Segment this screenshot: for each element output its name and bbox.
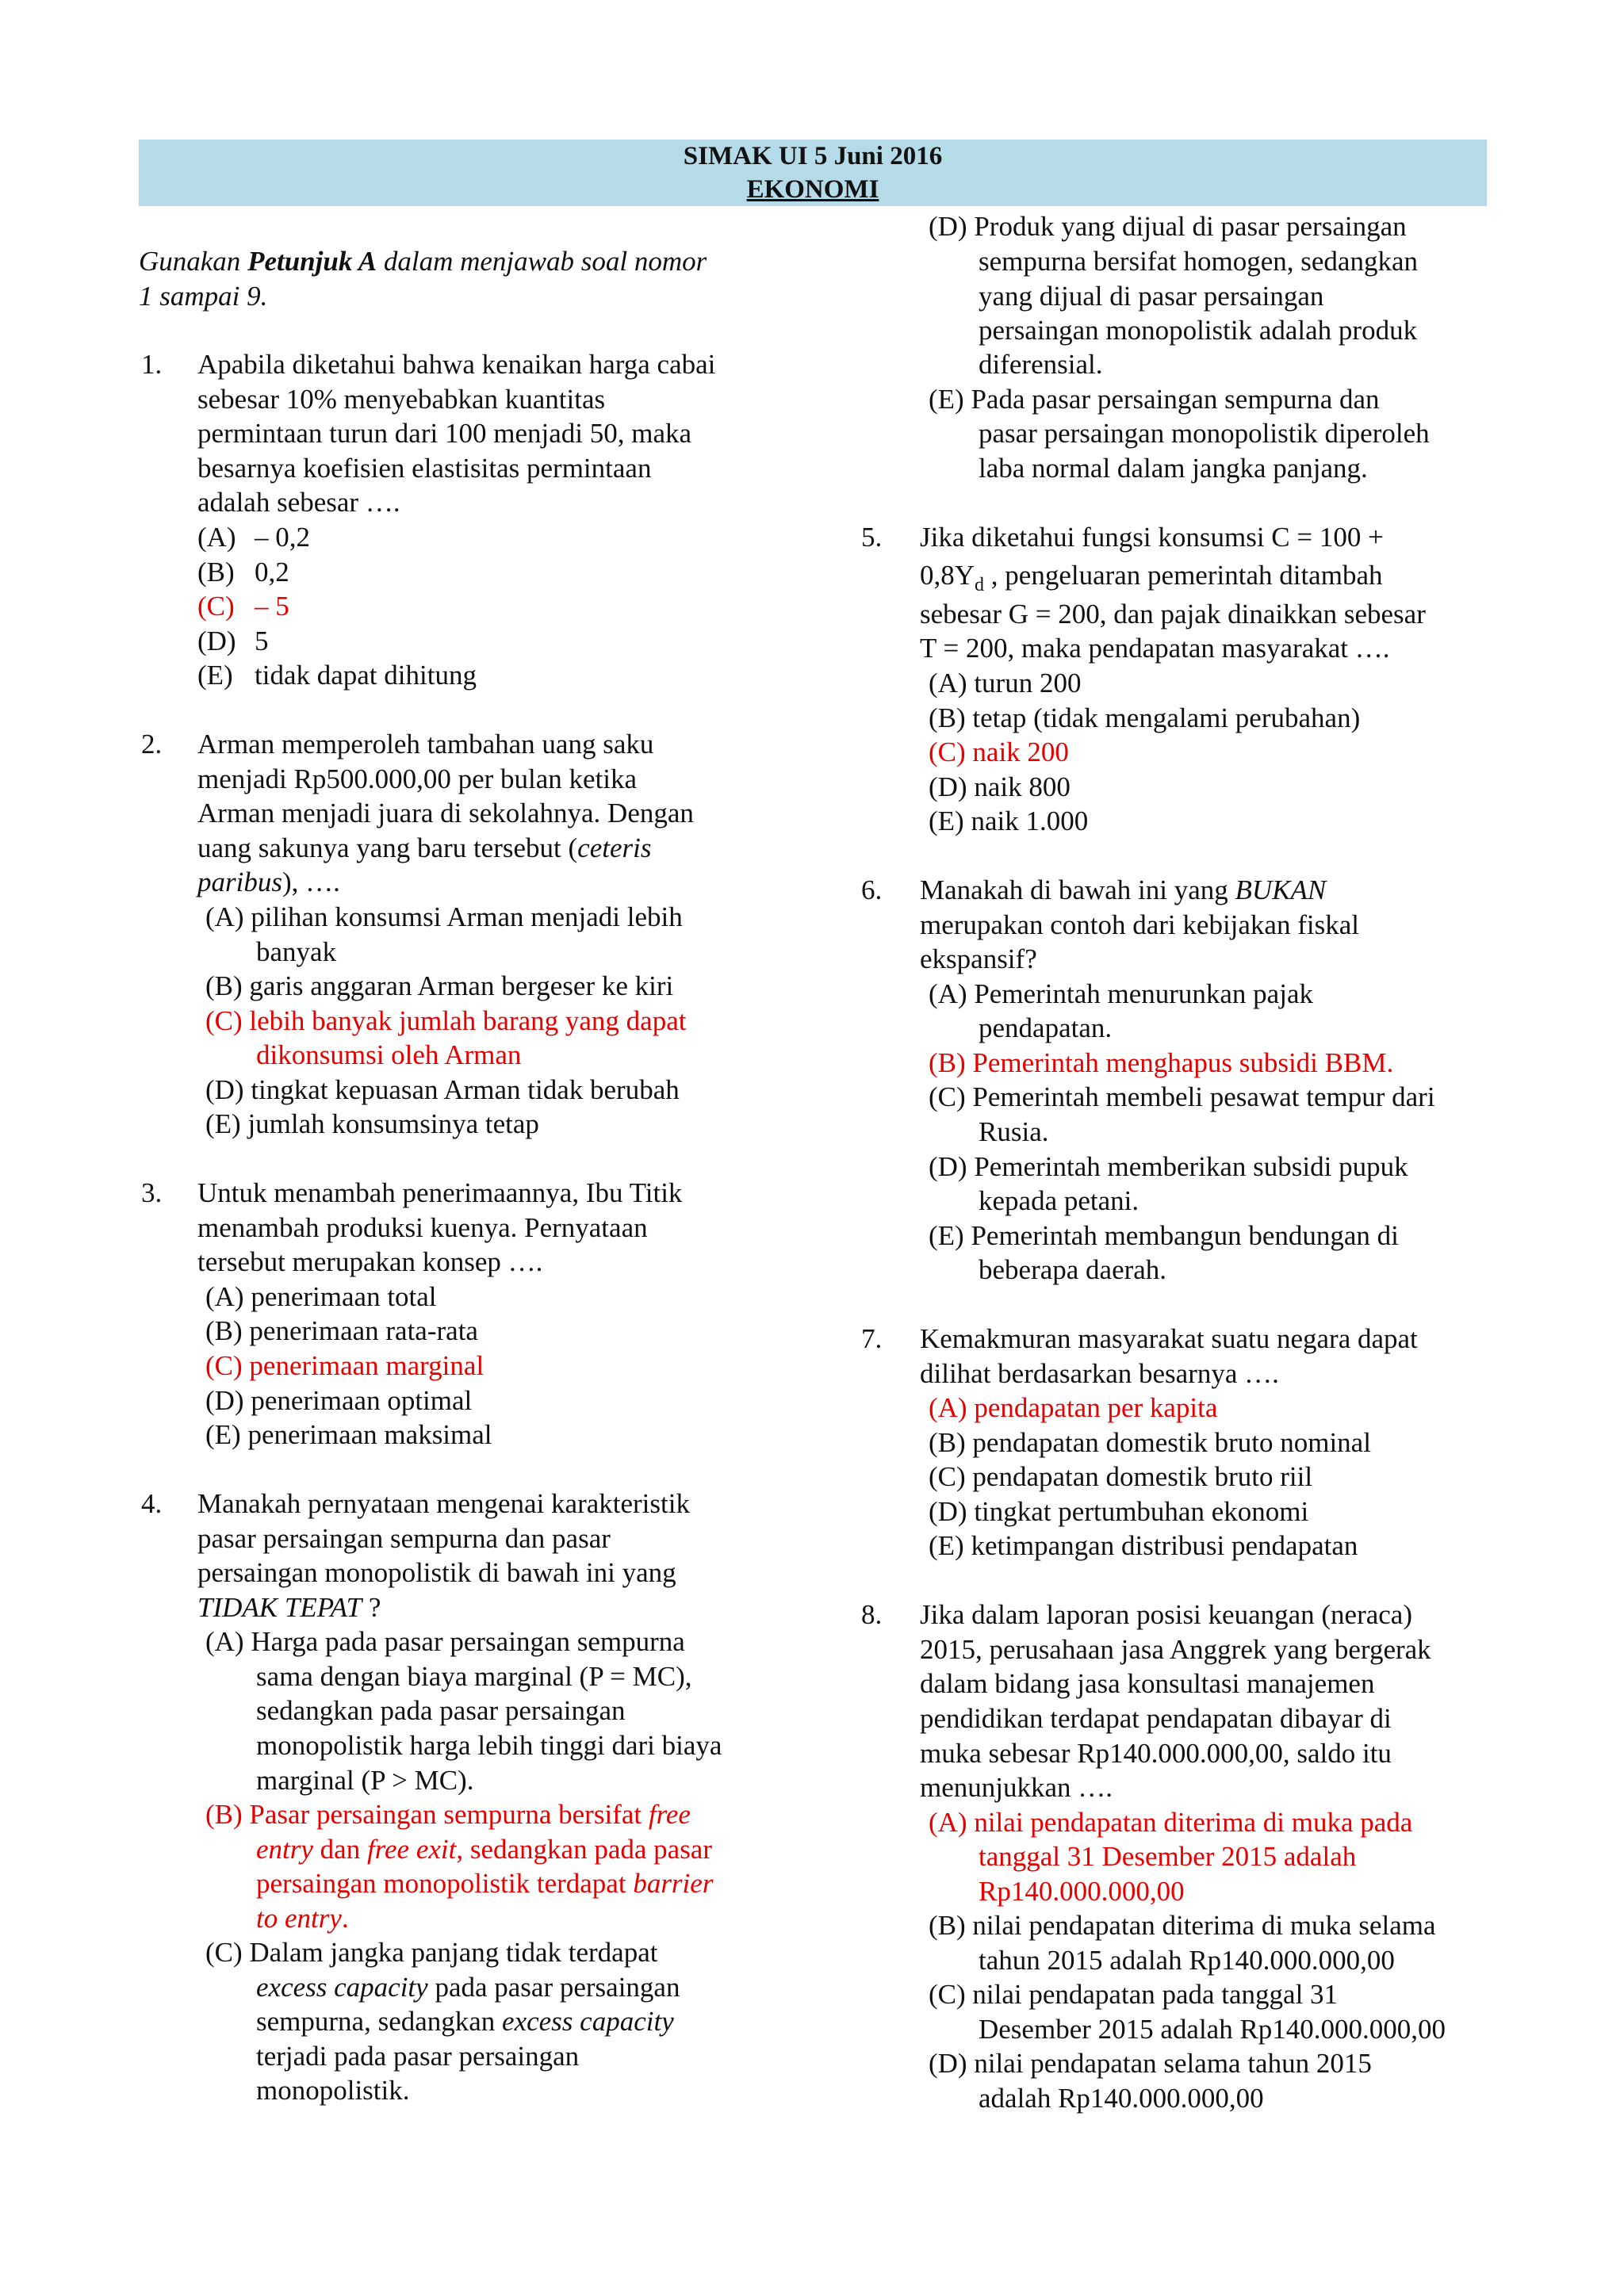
option-b-cont: entry dan free exit, sedangkan pada pasar — [256, 1834, 712, 1865]
option-a-cont: monopolistik harga lebih tinggi dari biaya — [256, 1730, 722, 1761]
question-number: 4. — [141, 1488, 163, 1519]
question-text: Jika dalam laporan posisi keuangan (neraca) — [920, 1599, 1412, 1630]
question-text: Manakah pernyataan mengenai karakteristik — [197, 1488, 690, 1519]
option-d[interactable]: (D) 5 — [197, 626, 269, 656]
option-d[interactable]: (D) tingkat kepuasan Arman tidak berubah — [205, 1074, 680, 1105]
option-c-cont: sempurna, sedangkan excess capacity — [256, 2006, 674, 2037]
question-text: Apabila diketahui bahwa kenaikan harga cabai — [197, 349, 716, 380]
question-text: Jika diketahui fungsi konsumsi C = 100 + — [920, 522, 1384, 553]
option-c[interactable]: (C) pendapatan domestik bruto riil — [929, 1461, 1313, 1492]
question-number: 1. — [141, 349, 163, 380]
option-d-cont: adalah Rp140.000.000,00 — [979, 2083, 1264, 2114]
question-text: T = 200, maka pendapatan masyarakat …. — [920, 633, 1390, 664]
option-c[interactable]: (C) Pemerintah membeli pesawat tempur dari — [929, 1081, 1435, 1112]
option-c-answer[interactable]: (C) naik 200 — [929, 737, 1069, 767]
option-e-cont: laba normal dalam jangka panjang. — [979, 453, 1368, 484]
question-text: adalah sebesar …. — [197, 487, 400, 518]
question-text: paribus), …. — [197, 867, 340, 897]
option-a[interactable]: (A) pilihan konsumsi Arman menjadi lebih — [205, 901, 683, 932]
question-text: Arman menjadi juara di sekolahnya. Dengan — [197, 798, 694, 828]
option-c[interactable]: (C) nilai pendapatan pada tanggal 31 — [929, 1979, 1339, 2010]
option-a-cont: pendapatan. — [979, 1012, 1113, 1043]
option-a[interactable]: (A) Pemerintah menurunkan pajak — [929, 978, 1313, 1009]
exam-header — [139, 140, 1487, 206]
question-text: ekspansif? — [920, 943, 1037, 974]
question-number: 8. — [861, 1599, 883, 1630]
option-d[interactable]: (D) Pemerintah memberikan subsidi pupuk — [929, 1151, 1408, 1182]
option-a[interactable]: (A) turun 200 — [929, 668, 1082, 698]
option-a-answer[interactable]: (A) nilai pendapatan diterima di muka pada — [929, 1807, 1413, 1838]
question-text: $0,8Y_d$ , pengeluaran pemerintah ditambah — [920, 560, 1383, 595]
option-d-cont: diferensial. — [979, 349, 1103, 380]
option-b[interactable]: (B) nilai pendapatan diterima di muka selama — [929, 1910, 1436, 1941]
option-a-cont: sedangkan pada pasar persaingan — [256, 1695, 626, 1726]
option-a[interactable]: (A) – 0,2 — [197, 522, 310, 553]
question-text: sebesar G = 200, dan pajak dinaikkan sebesar — [920, 599, 1426, 629]
option-d[interactable]: (D) naik 800 — [929, 771, 1071, 802]
option-a-cont: Rp140.000.000,00 — [979, 1876, 1185, 1907]
option-d[interactable]: (D) Produk yang dijual di pasar persaingan — [929, 211, 1407, 242]
question-number: 5. — [861, 522, 883, 553]
question-text: dilihat berdasarkan besarnya …. — [920, 1358, 1279, 1389]
option-a[interactable]: (A) Harga pada pasar persaingan sempurna — [205, 1626, 685, 1657]
question-text: menunjukkan …. — [920, 1772, 1113, 1803]
option-c[interactable]: (C) Dalam jangka panjang tidak terdapat — [205, 1937, 658, 1968]
question-text: uang sakunya yang baru tersebut (ceteris — [197, 832, 652, 863]
option-b-answer[interactable]: (B) Pasar persaingan sempurna bersifat free — [205, 1799, 691, 1830]
option-b-answer[interactable]: (B) Pemerintah menghapus subsidi BBM. — [929, 1047, 1394, 1078]
question-text: persaingan monopolistik di bawah ini yang — [197, 1557, 676, 1588]
option-e[interactable]: (E) ketimpangan distribusi pendapatan — [929, 1530, 1358, 1561]
option-e[interactable]: (E) tidak dapat dihitung — [197, 660, 477, 691]
option-a-cont: banyak — [256, 936, 337, 967]
question-text: TIDAK TEPAT ? — [197, 1592, 381, 1623]
option-b-cont: persaingan monopolistik terdapat barrier — [256, 1868, 714, 1899]
option-d[interactable]: (D) tingkat pertumbuhan ekonomi — [929, 1496, 1309, 1527]
option-c-cont: Desember 2015 adalah Rp140.000.000,00 — [979, 2014, 1446, 2045]
option-b[interactable]: (B) garis anggaran Arman bergeser ke kiri — [205, 970, 674, 1001]
exam-title: SIMAK UI 5 Juni 2016 — [683, 142, 943, 170]
option-c-answer[interactable]: (C) – 5 — [197, 591, 289, 622]
option-d[interactable]: (D) penerimaan optimal — [205, 1385, 473, 1416]
option-e[interactable]: (E) penerimaan maksimal — [205, 1419, 492, 1450]
option-a-cont: tanggal 31 Desember 2015 adalah — [979, 1841, 1357, 1872]
option-b-cont: tahun 2015 adalah Rp140.000.000,00 — [979, 1945, 1395, 1976]
question-number: 3. — [141, 1177, 163, 1208]
question-text: sebesar 10% menyebabkan kuantitas — [197, 384, 606, 415]
option-a-cont: marginal (P > MC). — [256, 1765, 474, 1796]
question-text: permintaan turun dari 100 menjadi 50, maka — [197, 418, 692, 449]
option-a-cont: sama dengan biaya marginal (P = MC), — [256, 1661, 692, 1692]
option-d-cont: kepada petani. — [979, 1185, 1139, 1216]
question-number: 7. — [861, 1323, 883, 1354]
option-b[interactable]: (B) tetap (tidak mengalami perubahan) — [929, 702, 1361, 733]
question-text: pasar persaingan sempurna dan pasar — [197, 1523, 611, 1554]
question-text: Kemakmuran masyarakat suatu negara dapat — [920, 1323, 1418, 1354]
question-text: pendidikan terdapat pendapatan dibayar di — [920, 1703, 1392, 1734]
instruction-line2: 1 sampai 9. — [139, 281, 268, 312]
option-c-cont: dikonsumsi oleh Arman — [256, 1039, 522, 1070]
option-c-cont: excess capacity pada pasar persaingan — [256, 1972, 680, 2003]
question-number: 2. — [141, 729, 163, 760]
option-e-cont: pasar persaingan monopolistik diperoleh — [979, 418, 1430, 449]
option-c-cont: monopolistik. — [256, 2075, 410, 2106]
question-text: menjadi Rp500.000,00 per bulan ketika — [197, 763, 638, 794]
option-a-answer[interactable]: (A) pendapatan per kapita — [929, 1392, 1218, 1423]
option-d-cont: sempurna bersifat homogen, sedangkan — [979, 246, 1419, 277]
question-text: tersebut merupakan konsep …. — [197, 1246, 543, 1277]
option-e-cont: beberapa daerah. — [979, 1254, 1167, 1285]
question-text: besarnya koefisien elastisitas permintaan — [197, 453, 652, 484]
question-text: Untuk menambah penerimaannya, Ibu Titik — [197, 1177, 683, 1208]
option-d-cont: persaingan monopolistik adalah produk — [979, 315, 1418, 346]
option-c-answer[interactable]: (C) penerimaan marginal — [205, 1350, 485, 1381]
option-b[interactable]: (B) 0,2 — [197, 557, 289, 587]
option-e[interactable]: (E) Pemerintah membangun bendungan di — [929, 1220, 1399, 1251]
option-b[interactable]: (B) pendapatan domestik bruto nominal — [929, 1427, 1371, 1458]
question-text: 2015, perusahaan jasa Anggrek yang bergerak — [920, 1634, 1431, 1665]
option-b[interactable]: (B) penerimaan rata-rata — [205, 1315, 478, 1346]
question-text: muka sebesar Rp140.000.000,00, saldo itu — [920, 1738, 1392, 1769]
option-d-cont: yang dijual di pasar persaingan — [979, 281, 1324, 312]
option-a[interactable]: (A) penerimaan total — [205, 1281, 437, 1312]
instruction: Gunakan Petunjuk A dalam menjawab soal nomor — [139, 246, 707, 277]
option-e[interactable]: (E) naik 1.000 — [929, 806, 1089, 836]
question-text: menambah produksi kuenya. Pernyataan — [197, 1212, 648, 1243]
option-e[interactable]: (E) jumlah konsumsinya tetap — [205, 1108, 539, 1139]
option-b-cont: to entry. — [256, 1903, 349, 1934]
option-d[interactable]: (D) nilai pendapatan selama tahun 2015 — [929, 2048, 1372, 2079]
exam-subject: EKONOMI — [746, 175, 879, 204]
question-text: merupakan contoh dari kebijakan fiskal — [920, 909, 1359, 940]
option-e[interactable]: (E) Pada pasar persaingan sempurna dan — [929, 384, 1380, 415]
question-text: Arman memperoleh tambahan uang saku — [197, 729, 654, 760]
question-text: dalam bidang jasa konsultasi manajemen — [920, 1668, 1375, 1699]
option-c-cont: terjadi pada pasar persaingan — [256, 2041, 580, 2072]
option-c-cont: Rusia. — [979, 1116, 1049, 1147]
question-number: 6. — [861, 874, 883, 905]
question-text: Manakah di bawah ini yang BUKAN — [920, 874, 1327, 905]
option-c-answer[interactable]: (C) lebih banyak jumlah barang yang dapat — [205, 1005, 687, 1036]
